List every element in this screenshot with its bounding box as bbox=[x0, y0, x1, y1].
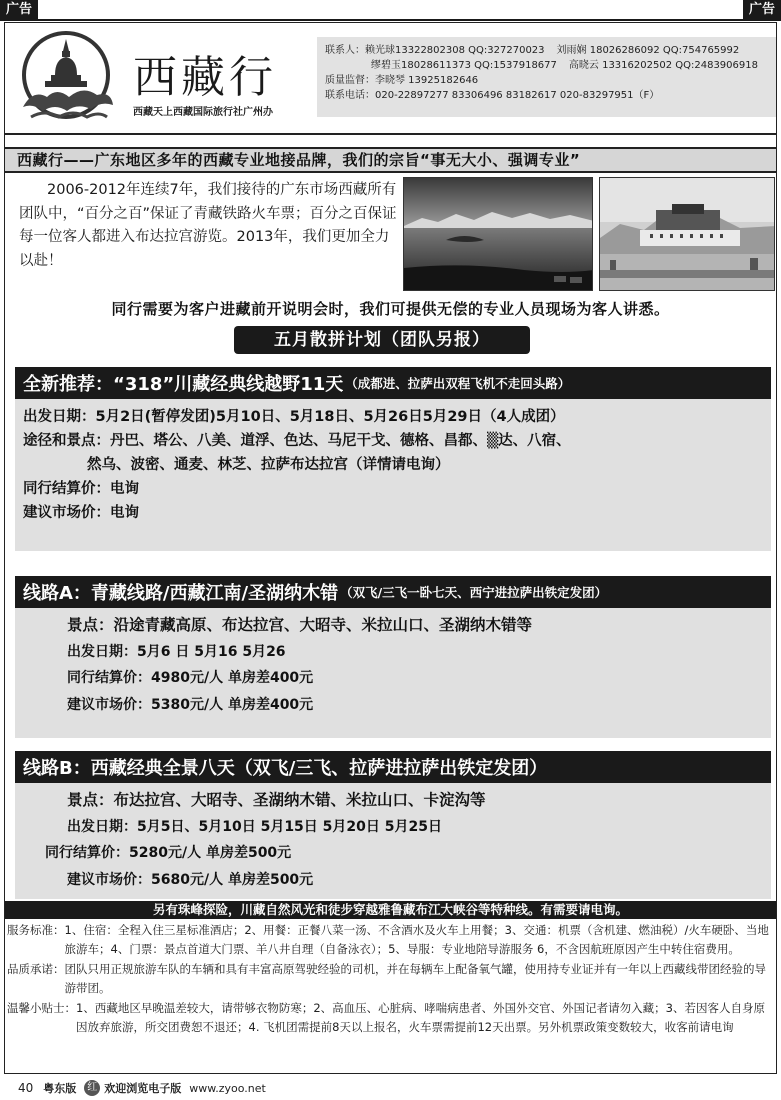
route-318-title-note: （成都进、拉萨出双程飞机不走回头路） bbox=[345, 376, 571, 391]
route-318-peer-price: 同行结算价：电询 bbox=[23, 481, 139, 497]
route-a-title: 线路A：青藏线路/西藏江南/圣湖纳木错 bbox=[23, 583, 339, 604]
stupa-cloud-logo-icon bbox=[11, 29, 121, 129]
route-a bbox=[15, 576, 771, 738]
contact-phone bbox=[325, 88, 776, 103]
browse-label: 欢迎浏览电子版 bbox=[104, 1082, 182, 1095]
potala-palace-photo bbox=[599, 177, 775, 291]
quality-promise-label: 品质承诺： bbox=[7, 962, 65, 976]
lake-photo-image bbox=[404, 178, 593, 291]
route-318-title-bar bbox=[15, 367, 771, 399]
route-a-sights: 景点：沿途青藏高原、布达拉宫、大昭寺、米拉山口、圣湖纳木错等 bbox=[67, 616, 533, 634]
intro-paragraph: 2006-2012年连续7年，我们接待的广东市场西藏所有团队中，“百分之百”保证了青藏铁路火车票；百分之百保证每一位客人都进入布达拉宫游览。2013年，我们更加全力以赴！ bbox=[19, 182, 397, 269]
route-a-depart: 出发日期：5月6 日 5月16 5月26 bbox=[67, 643, 286, 660]
tips-text: 1、西藏地区早晚温差较大，请带够衣物防寒；2、高血压、心脏病、哮喘病患者、外国外交官、外国记者请勿入藏；3、若因客人自身原因放弃旅游，所交团费恕不退还；4. 飞机团需提前8天以上报名，火车票需提前12天出票。另外机票政策变数较大，收客前请电询 bbox=[76, 1001, 765, 1034]
quality-supervisor bbox=[325, 73, 776, 88]
contact-line-1 bbox=[325, 43, 776, 58]
route-b bbox=[15, 751, 771, 899]
may-plan-title: 五月散拼计划（团队另报） bbox=[234, 326, 530, 354]
advert-frame bbox=[4, 22, 777, 1074]
tips-label: 温馨小贴士： bbox=[7, 1001, 76, 1015]
contact-line-2 bbox=[325, 58, 776, 73]
special-lines-bar: 另有珠峰探险，川藏自然风光和徒步穿越雅鲁藏布江大峡谷等特种线。有需要请电询。 bbox=[5, 901, 776, 919]
route-b-title-bar bbox=[15, 751, 771, 783]
contact-1b: 刘雨娴 18026286092 QQ:754765992 bbox=[556, 45, 740, 56]
route-b-peer-price: 同行结算价：5280元/人 单房差500元 bbox=[45, 845, 292, 861]
travel-tips bbox=[7, 999, 773, 1037]
service-text: 1、住宿：全程入住三星标准酒店；2、用餐：正餐八菜一汤、不含酒水及火车上用餐；3、交通：机票（含机建、燃油税）/火车硬卧、当地旅游车；4、门票：景点首道大门票、羊八井自理（自备泳衣）；5、导服：专业地陪导游服务 6，不含因航班原因产生中转住宿费用。 bbox=[64, 923, 769, 956]
route-a-title-note: （双飞/三飞一卧七天、西宁进拉萨出铁定发团） bbox=[340, 585, 608, 600]
route-318-sights-2: 然乌、波密、通麦、林芝、拉萨布达拉宫（详情请电询） bbox=[87, 457, 450, 473]
route-318-sights-1: 途径和景点：丹巴、塔公、八美、道浮、色达、马尼干戈、德格、昌都、▒达、八宿、 bbox=[23, 433, 571, 449]
phone-label: 联系电话： bbox=[325, 90, 375, 101]
speaker-note: 同行需要为客户进藏前开说明会时，我们可提供无偿的专业人员现场为客人讲悉。 bbox=[111, 300, 670, 318]
brand-subtitle: 西藏天上西藏国际旅行社广州办 bbox=[133, 107, 273, 118]
route-a-peer-price: 同行结算价：4980元/人 单房差400元 bbox=[67, 670, 314, 686]
contact-box bbox=[317, 37, 776, 117]
terms-section bbox=[7, 921, 773, 1038]
ad-tag-left: 广告 bbox=[0, 0, 38, 20]
service-label: 服务标准： bbox=[7, 923, 65, 937]
quality-value: 李晓琴 13925182646 bbox=[375, 75, 479, 86]
route-b-sights: 景点：布达拉宫、大昭寺、圣湖纳木错、米拉山口、卡淀沟等 bbox=[67, 791, 486, 809]
route-a-title-bar bbox=[15, 576, 771, 608]
badge-icon: 红 bbox=[84, 1080, 100, 1096]
contact-2b: 高晓云 13316202502 QQ:2483906918 bbox=[568, 60, 758, 71]
top-rule bbox=[0, 19, 781, 21]
route-318-body bbox=[15, 399, 771, 525]
potala-palace-photo-image bbox=[600, 178, 775, 291]
route-b-body bbox=[15, 783, 771, 893]
contact-1a: 赖光球13322802308 QQ:327270023 bbox=[365, 45, 545, 56]
lake-photo bbox=[403, 177, 593, 291]
phone-value: 020-22897277 83306496 83182617 020-83297951（F） bbox=[375, 90, 660, 101]
service-standard bbox=[7, 921, 773, 959]
route-b-title: 线路B：西藏经典全景八天（双飞/三飞、拉萨进拉萨出铁定发团） bbox=[23, 758, 548, 779]
brand-title: 西藏行 bbox=[133, 52, 277, 103]
contact-2a: 缪碧玉18028611373 QQ:1537918677 bbox=[371, 60, 557, 71]
page-number: 40 bbox=[18, 1081, 34, 1095]
website-link[interactable]: www.zyoo.net bbox=[189, 1081, 266, 1095]
route-b-market-price: 建议市场价：5680元/人 单房差500元 bbox=[67, 871, 314, 888]
route-a-body bbox=[15, 608, 771, 718]
quality-label: 质量监督： bbox=[325, 75, 375, 86]
route-318-title: 全新推荐：“318”川藏经典线越野11天 bbox=[23, 374, 344, 395]
edition-label: 粤东版 bbox=[43, 1082, 77, 1095]
route-318-market-price: 建议市场价：电询 bbox=[23, 505, 139, 521]
header bbox=[5, 23, 776, 135]
contact-label: 联系人： bbox=[325, 45, 365, 56]
page-footer bbox=[18, 1078, 266, 1098]
quality-promise-text: 团队只用正规旅游车队的车辆和具有丰富高原驾驶经验的司机，并在每辆车上配备氧气罐，使用持专业证并有一年以上西藏线带团经验的导游带团。 bbox=[64, 962, 766, 995]
route-318 bbox=[15, 367, 771, 551]
route-a-market-price: 建议市场价：5380元/人 单房差400元 bbox=[67, 696, 314, 713]
route-b-depart: 出发日期：5月5日、5月10日 5月15日 5月20日 5月25日 bbox=[67, 818, 442, 835]
route-318-depart: 出发日期：5月2日(暂停发团)5月10日、5月18日、5月26日5月29日（4人成团） bbox=[23, 409, 565, 425]
ad-tag-right: 广告 bbox=[743, 0, 781, 20]
intro-banner: 西藏行——广东地区多年的西藏专业地接品牌，我们的宗旨“事无大小、强调专业” bbox=[5, 147, 776, 173]
quality-promise bbox=[7, 960, 773, 998]
